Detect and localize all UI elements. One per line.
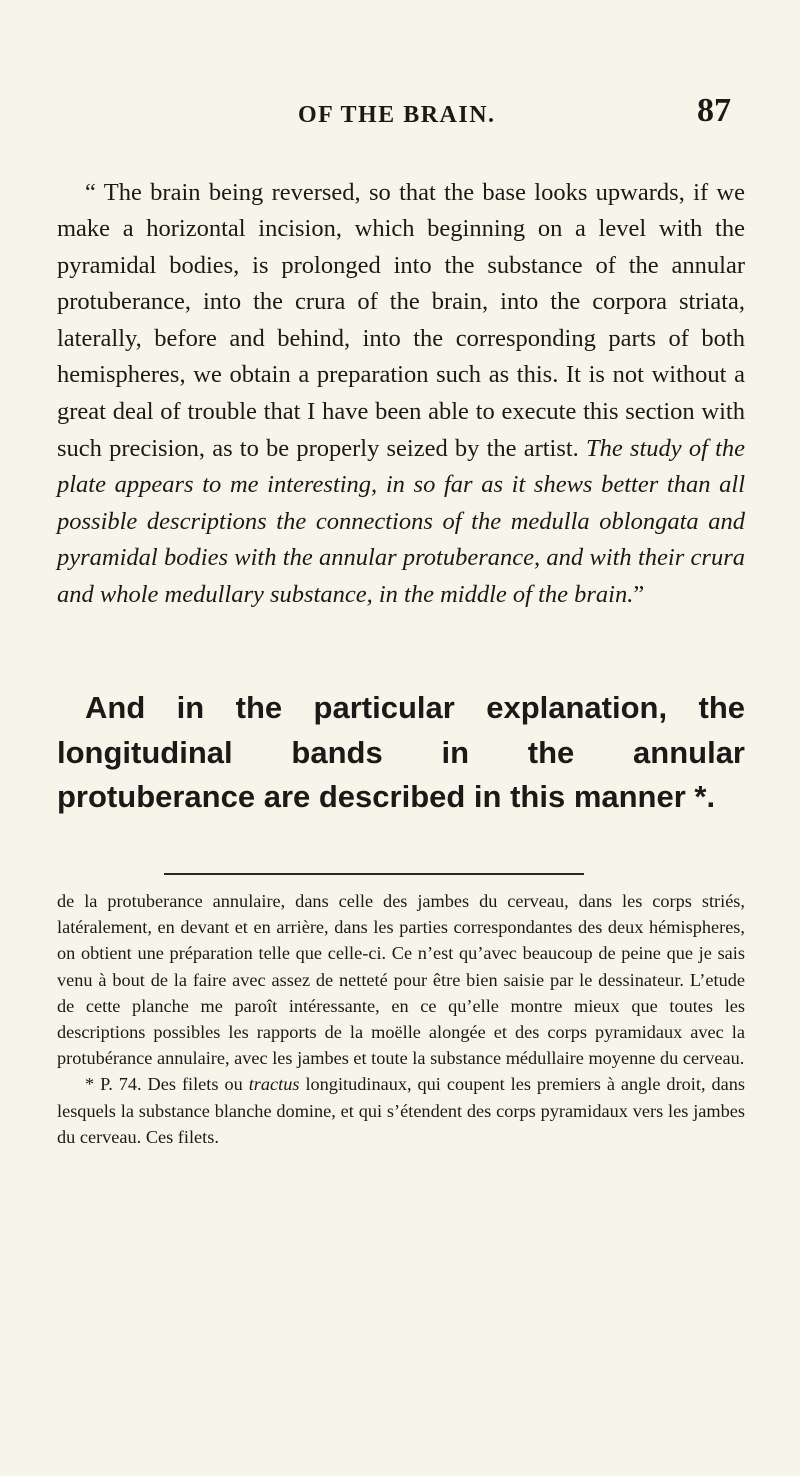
quote-italic-passage: The study of the plate appears to me interesting, in so far as it shews better than all possible descriptions the connections of the medulla oblongata and pyramidal bodies with the annular protuberance, and with their crura and whole medullary substance, in the middle of the brain. [57,434,745,609]
footnote-2-italic: tractus [248,1074,300,1095]
footnote-2-rest: longitudinaux, qui coupent les premiers à angle droit, dans lesquels la substance blanche domine, et qui s’étendent des corps pyramidaux vers les jambes du cerveau. Ces filets. [57,1074,745,1147]
quote-close-mark: ” [633,581,645,609]
footnote-block [57,888,745,1150]
footnote-paragraph-2 [57,1071,745,1150]
quote-body: “ The brain being reversed, so that the base looks upwards, if we make a horizontal incision, which beginning on a level with the pyramidal bodies, is prolonged into the substance of the annular protuberance, into the crura of the brain, into the corpora striata, laterally, before and behind, into the corresponding parts of both hemispheres, we obtain a preparation such as this. It is not without a great deal of trouble that I have been able to execute this section with such precision, as to be properly seized by the artist. [57,178,745,462]
running-title: OF THE BRAIN. [298,102,496,128]
page-number: 87 [697,92,731,129]
main-quote-paragraph [57,175,745,614]
section-heading: And in the particular explanation, the longitudinal bands in the annular protuberance are described in this manner *. [57,690,745,814]
running-head [0,92,800,128]
footnote-2-lead: * P. 74. Des filets ou [85,1074,243,1095]
footnote-divider [164,873,584,875]
footnote-paragraph-1: de la protuberance annulaire, dans celle des jambes du cerveau, dans les corps striés, latéralement, en devant et en arrière, dans les parties correspondantes des deux hémispheres, on obtient une préparation telle que celle-ci. Ce n’est qu’avec beaucoup de peine que je sais venu à bout de la faire avec assez de netteté pour être bien saisie par le dessinateur. L’etude de cette planche me paroît intéressante, en ce qu’elle montre mieux que toutes les descriptions possibles les rapports de la moëlle alongée et des corps pyramidaux avec la protubérance annulaire, avec les jambes et toute la substance médullaire moyenne du cerveau. [57,891,745,1069]
